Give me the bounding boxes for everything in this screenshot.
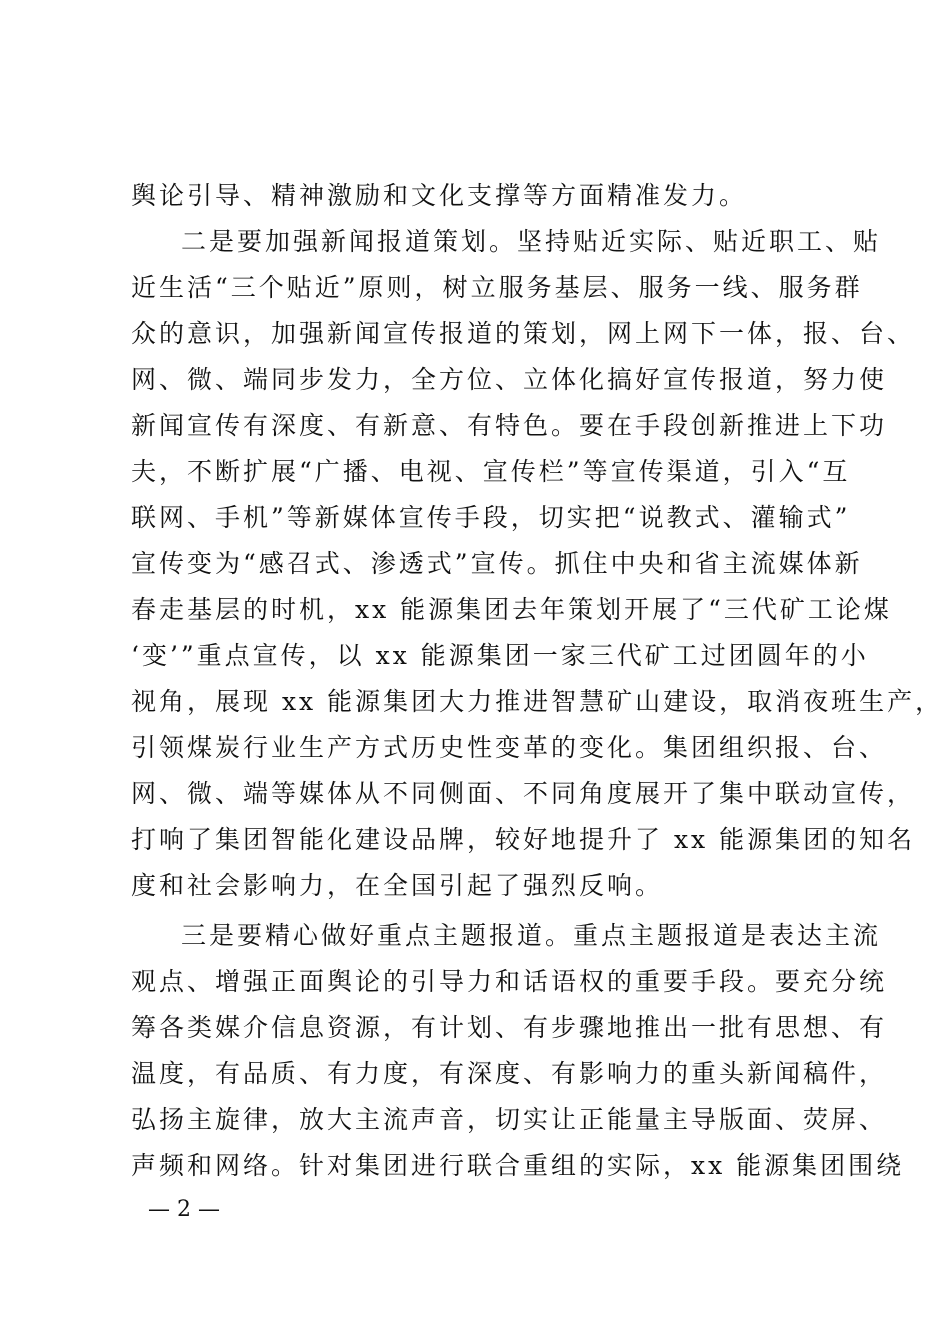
- paragraph-2-line-1: 二是要加强新闻报道策划。坚持贴近实际、贴近职工、贴: [181, 227, 882, 256]
- text-line-12: 视角，展现 xx 能源集团大力推进智慧矿山建设，取消夜班生产，: [131, 687, 944, 716]
- text-line-8: 联网、手机”等新媒体宣传手段，切实把“说教式、灌输式”: [131, 503, 851, 532]
- text-line-18: 观点、增强正面舆论的引导力和话语权的重要手段。要充分统: [131, 967, 888, 996]
- text-line-20: 温度，有品质、有力度，有深度、有影响力的重头新闻稿件，: [131, 1059, 888, 1088]
- text-line-15: 打响了集团智能化建设品牌，较好地提升了 xx 能源集团的知名: [131, 825, 916, 854]
- text-line-7: 夫，不断扩展“广播、电视、宣传栏”等宣传渠道，引入“互: [131, 457, 851, 486]
- paragraph-3-line-1: 三是要精心做好重点主题报道。重点主题报道是表达主流: [181, 921, 882, 950]
- text-line-11: ‘变’”重点宣传，以 xx 能源集团一家三代矿工过团圆年的小: [131, 641, 869, 670]
- text-line-22: 声频和网络。针对集团进行联合重组的实际，xx 能源集团围绕: [131, 1151, 905, 1180]
- text-line-9: 宣传变为“感召式、渗透式”宣传。抓住中央和省主流媒体新: [131, 549, 863, 578]
- text-line-1: 舆论引导、精神激励和文化支撑等方面精准发力。: [131, 181, 748, 210]
- text-line-19: 筹各类媒介信息资源，有计划、有步骤地推出一批有思想、有: [131, 1013, 888, 1042]
- text-line-21: 弘扬主旋律，放大主流声音，切实让正能量主导版面、荧屏、: [131, 1105, 888, 1134]
- text-line-16: 度和社会影响力，在全国引起了强烈反响。: [131, 871, 664, 900]
- page-number: — 2 —: [148, 1197, 220, 1222]
- text-line-6: 新闻宣传有深度、有新意、有特色。要在手段创新推进上下功: [131, 411, 888, 440]
- text-line-14: 网、微、端等媒体从不同侧面、不同角度展开了集中联动宣传，: [131, 779, 916, 808]
- text-line-5: 网、微、端同步发力，全方位、立体化搞好宣传报道，努力使: [131, 365, 888, 394]
- text-line-4: 众的意识，加强新闻宣传报道的策划，网上网下一体，报、台、: [131, 319, 916, 348]
- text-line-13: 引领煤炭行业生产方式历史性变革的变化。集团组织报、台、: [131, 733, 888, 762]
- text-line-3: 近生活“三个贴近”原则，树立服务基层、服务一线、服务群: [131, 273, 863, 302]
- text-line-10: 春走基层的时机，xx 能源集团去年策划开展了“三代矿工论煤: [131, 595, 892, 624]
